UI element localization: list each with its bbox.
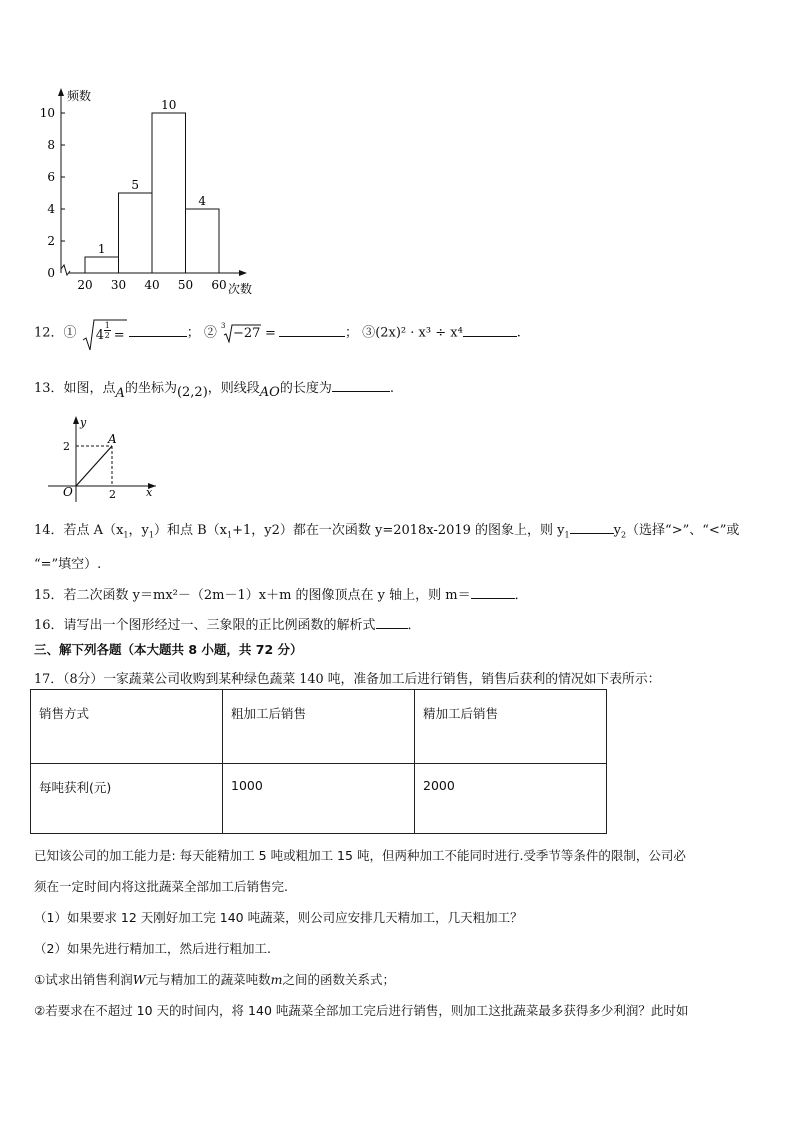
histogram-bar <box>152 113 186 273</box>
q13-text-d: 的长度为 <box>279 381 332 396</box>
q17-paragraph-1: 已知该公司的加工能力是: 每天能精加工 5 吨或粗加工 15 吨，但两种加工不能同时进行.受季节等条件的限制，公司必 <box>34 848 686 863</box>
y-tick-label: 0 <box>47 266 55 280</box>
x-tick-label: 20 <box>77 278 93 292</box>
q17-var-m: m <box>270 972 283 987</box>
question-15 <box>34 584 528 603</box>
coord-point-A-label: A <box>108 432 117 446</box>
q13-text-c: ，则线段 <box>207 381 260 396</box>
q14-sub-1b: 1 <box>148 530 154 540</box>
q13-point-A: A <box>115 386 125 401</box>
coord-tick-x: 2 <box>109 488 116 501</box>
x-axis-arrow-icon <box>239 270 247 276</box>
table-header-cell: 精加工后销售 <box>415 690 607 764</box>
q14-text-d: +1，y2）都在一次函数 y=2018x-2019 的图象上，则 y <box>232 523 565 538</box>
q12-period: . <box>516 325 521 341</box>
histogram-bar <box>85 257 119 273</box>
q12-circled-3: ③ <box>362 325 376 341</box>
q17-paragraph-2: 须在一定时间内将这批蔬菜全部加工后销售完. <box>34 879 288 894</box>
q12-equals: = <box>113 328 125 343</box>
question-16 <box>34 614 421 633</box>
q17-subquestion-2: （2）如果先进行精加工，然后进行粗加工. <box>34 941 271 956</box>
table-cell: 每吨获利(元) <box>31 764 223 834</box>
q12-frac-num: 1 <box>104 321 110 330</box>
q13-segment-AO: AO <box>259 385 280 400</box>
y-tick-label: 2 <box>47 234 55 248</box>
q12-answer-blank-1[interactable] <box>129 323 187 337</box>
q15-text: 15．若二次函数 y＝mx²－（2m－1）x＋m 的图像顶点在 y 轴上，则 m＝ <box>34 588 471 603</box>
y-axis-label: 频数 <box>67 89 92 103</box>
table-cell: 2000 <box>415 764 607 834</box>
question-14: 14．若点 $A(x_1$，$y_1$）和点 $B(x_1+1$，y2）都在一次函数 y=2018x-2019 的图象上，则 $y_1$ $y_2$（选择“>”、“<”或 <box>34 519 739 540</box>
q13-text-b: 的坐标为 <box>124 381 177 396</box>
q17-var-W: W <box>132 972 146 987</box>
q12-semicolon-1: ； <box>186 325 200 341</box>
table-header-cell: 粗加工后销售 <box>223 690 415 764</box>
histogram-bar <box>119 193 153 273</box>
x-tick-label: 40 <box>144 278 160 292</box>
bar-data-label: 10 <box>161 98 177 112</box>
bar-data-label: 4 <box>198 194 207 208</box>
y-tick-label: 4 <box>47 202 55 216</box>
q17-s3-text-c: 之间的函数关系式； <box>282 972 395 987</box>
q12-expression-3: (2x)² · x³ ÷ x⁴ <box>375 325 463 341</box>
q12-radicand-2: −27 <box>233 326 261 341</box>
bar-data-label: 1 <box>97 242 106 256</box>
x-tick-label: 50 <box>177 278 194 292</box>
q12-semicolon-2: ； <box>345 325 359 341</box>
table-header-row <box>31 690 607 764</box>
x-tick-label: 30 <box>110 278 127 292</box>
frequency-histogram <box>30 84 270 300</box>
q14-text-f: （选择“>”、“<”或 <box>626 523 740 538</box>
histogram-bar <box>186 209 220 273</box>
q12-cube-root: 3 −27 = <box>221 322 276 341</box>
q17-s3-text-a: ①试求出销售利润 <box>34 972 133 987</box>
q16-text: 16．请写出一个图形经过一、三象限的正比例函数的解析式 <box>34 618 376 633</box>
axis-break-icon <box>61 265 70 275</box>
q12-answer-blank-3[interactable] <box>463 323 517 337</box>
question-14-line-2: “=”填空）. <box>34 557 102 572</box>
coord-tick-y: 2 <box>63 440 70 453</box>
q12-circled-2: ② <box>203 325 217 341</box>
q14-sub-1d: 1 <box>564 530 570 540</box>
bar-data-label: 5 <box>131 178 140 192</box>
question-13 <box>34 377 394 401</box>
q15-period: ． <box>514 588 528 603</box>
question-17-intro: 17．（8分）一家蔬菜公司收购到某种绿色蔬菜 140 吨，准备加工后进行销售，销售后获利的情况如下表所示： <box>34 672 661 687</box>
q17-subquestion-1: （1）如果要求 12 天刚好加工完 140 吨蔬菜，则公司应安排几天精加工，几天粗加工？ <box>34 910 523 925</box>
y-tick-label: 6 <box>47 170 55 184</box>
q15-answer-blank[interactable] <box>471 585 515 599</box>
q13-period: . <box>389 381 394 396</box>
q12-radicand-int: 4 <box>95 328 104 343</box>
table-cell: 1000 <box>223 764 415 834</box>
q12-radical-1 <box>81 316 129 350</box>
table-row <box>31 764 607 834</box>
q14-sub-1a: 1 <box>123 530 129 540</box>
q14-sub-1c: 1 <box>226 530 233 540</box>
q16-period: ． <box>407 618 421 633</box>
q14-text-a: 14．若点 A（x <box>34 523 124 538</box>
q13-answer-blank[interactable] <box>332 378 390 392</box>
coordinate-figure <box>44 412 164 504</box>
x-axis-label: 次数 <box>228 282 253 296</box>
y-tick-label: 8 <box>47 138 55 152</box>
q12-root-index: 3 <box>221 322 226 330</box>
q12-circled-1: ① <box>63 325 77 341</box>
q17-subquestion-2-2: ②若要求在不超过 10 天的时间内，将 140 吨蔬菜全部加工完后进行销售，则加工这批蔬菜最多获得多少利润？此时如 <box>34 1003 689 1018</box>
q14-text-c: ）和点 B（x <box>153 523 227 538</box>
profit-table <box>30 689 607 834</box>
q13-coordinate: (2,2) <box>176 385 208 400</box>
q14-answer-blank[interactable] <box>570 520 614 534</box>
q17-subquestion-2-1 <box>34 970 395 988</box>
q13-text-a: 13．如图，点 <box>34 381 116 396</box>
coord-y-label: y <box>80 416 87 429</box>
q12-frac-den: 2 <box>104 331 110 340</box>
q14-text-e: y <box>613 523 621 538</box>
x-tick-label: 60 <box>211 278 227 292</box>
q17-s3-text-b: 元与精加工的蔬菜吨数 <box>145 972 271 987</box>
q16-answer-blank[interactable] <box>376 615 408 629</box>
q14-text-b: ，y <box>128 523 149 538</box>
y-tick-label: 10 <box>39 106 55 120</box>
q12-answer-blank-2[interactable] <box>279 323 345 337</box>
coord-origin-label: O <box>63 485 73 499</box>
coord-x-label: x <box>146 486 153 499</box>
question-12 <box>34 316 521 356</box>
table-header-cell: 销售方式 <box>31 690 223 764</box>
section-3-heading: 三、解下列各题（本大题共 8 小题，共 72 分） <box>34 642 303 657</box>
y-axis-arrow-icon <box>58 88 64 96</box>
q12-number: 12． <box>34 325 64 341</box>
